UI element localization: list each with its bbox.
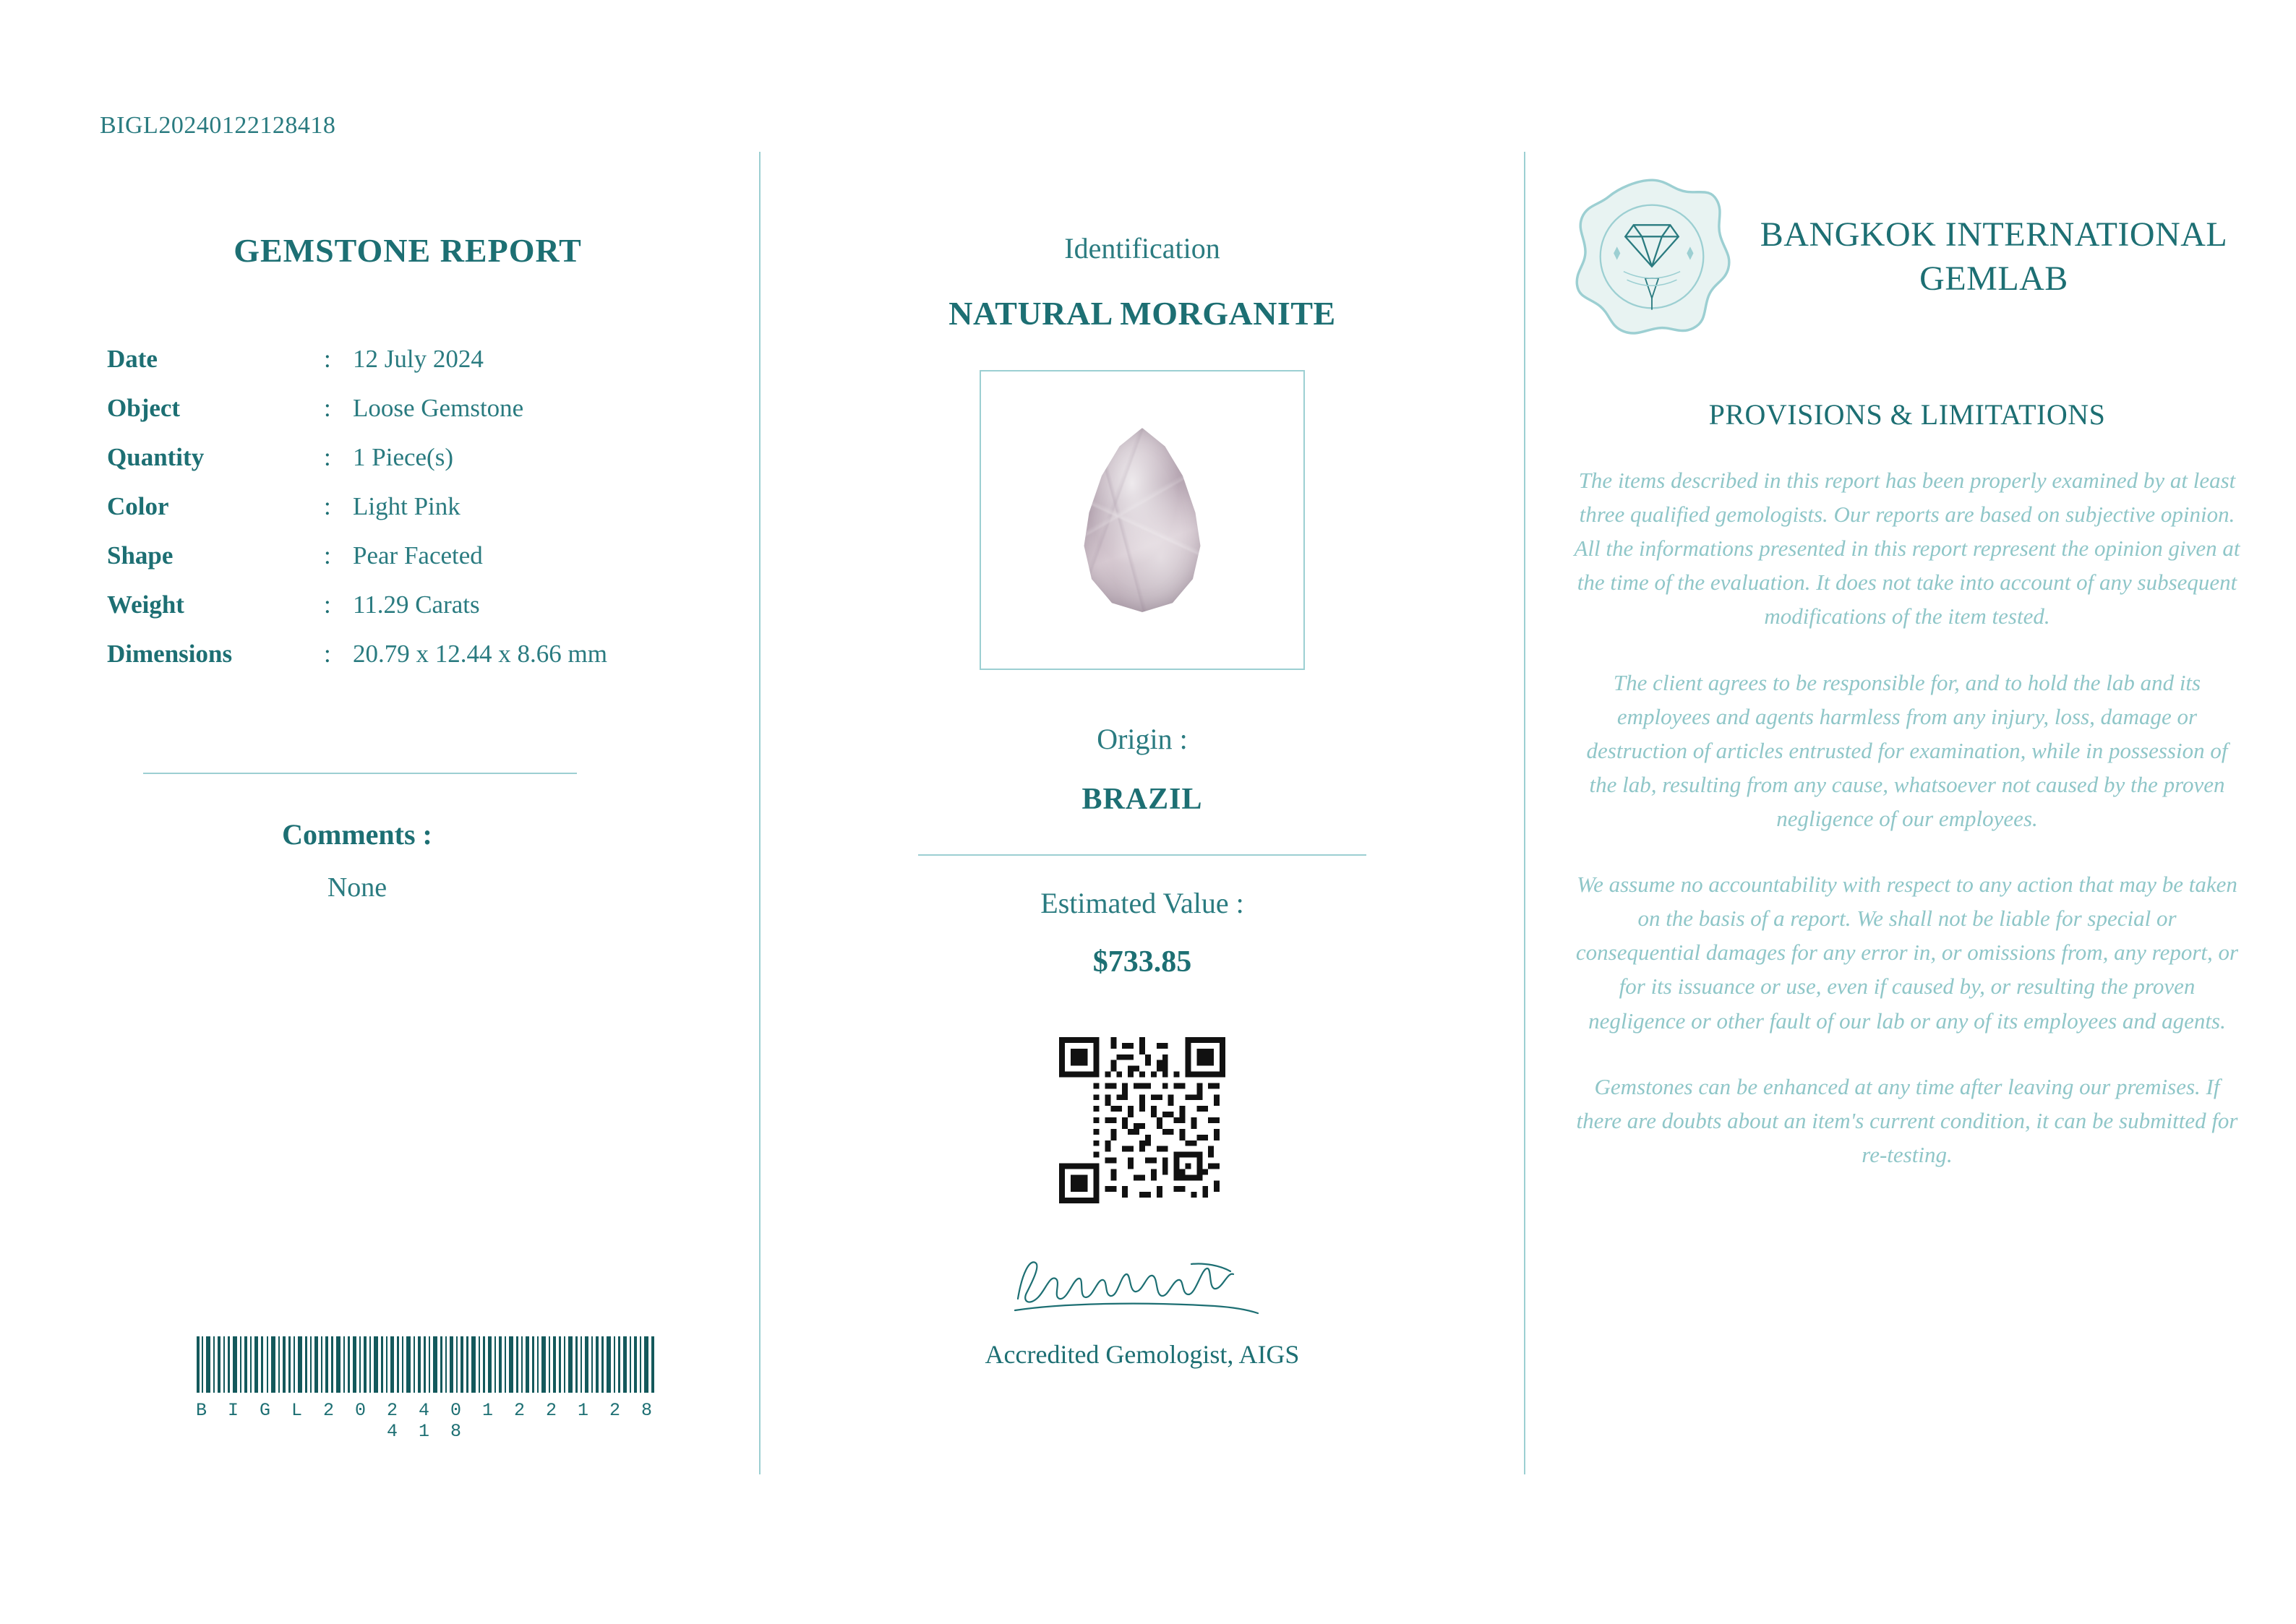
spec-colon: : [324, 640, 331, 668]
spec-colon: : [324, 394, 331, 422]
spec-label: Shape [107, 541, 174, 570]
gemstone-spec-table [107, 335, 607, 679]
spec-label: Object [107, 394, 181, 422]
spec-label: Color [107, 492, 169, 520]
estimated-value-label: Estimated Value : [1040, 887, 1244, 919]
provisions-paragraph: We assume no accountability with respect to any action that may be taken on the basis of a report. We shall not be liable for special or consequential damages for any error in, or omissions from, any report, or for its issuance or use, even if caused by, or resulting the proven negligence or other fault of our lab or any of its employees and agents. [1575, 872, 2239, 1034]
table-row [107, 335, 607, 384]
spec-value: Pear Faceted [353, 541, 483, 570]
spec-label: Weight [107, 590, 184, 619]
report-id: BIGL20240122128418 [100, 112, 336, 139]
provisions-paragraph: Gemstones can be enhanced at any time after leaving our premises. If there are doubts about an item's current condition, it can be submitted for re-testing. [1576, 1073, 2238, 1167]
spec-colon: : [324, 443, 331, 471]
table-row [107, 580, 607, 630]
table-row [107, 384, 607, 433]
spec-colon: : [324, 541, 331, 570]
spec-value: 11.29 Carats [353, 590, 480, 619]
table-row [107, 630, 607, 679]
divider [918, 854, 1366, 856]
provisions-paragraph: The items described in this report has been properly examined by at least three qualified gemologists. Our reports are based on subjective opinion. All the informations presented in this report represent the opinion given at the time of the evaluation. It does not take into account of any subsequent modifications of the item tested. [1574, 468, 2240, 630]
divider [143, 773, 577, 774]
spec-colon: : [324, 345, 331, 373]
right-column [1525, 152, 2296, 1474]
provisions-paragraph: The client agrees to be responsible for, and to hold the lab and its employees and agents harmless from any injury, loss, damage or destruction of articles entrusted for examination, while in possession of the lab, resulting from any cause, whatsoever not caused by the proven negligence of our employees. [1586, 669, 2228, 831]
origin-value: BRAZIL [1081, 783, 1203, 816]
page-title: GEMSTONE REPORT [234, 232, 582, 269]
middle-column [759, 152, 1525, 1474]
left-column [0, 152, 759, 1474]
table-row [107, 433, 607, 482]
barcode [195, 1336, 658, 1442]
qr-code-icon [1059, 1037, 1225, 1203]
origin-label: Origin : [1097, 723, 1188, 755]
spec-label: Quantity [107, 443, 205, 471]
logo-svg [1569, 173, 1735, 340]
barcode-text: B I G L 2 0 2 4 0 1 2 2 1 2 8 4 1 8 [195, 1400, 658, 1442]
gemlab-logo-icon [1569, 173, 1735, 340]
comments-label: Comments : [282, 818, 432, 851]
report-columns [0, 152, 2296, 1474]
signature [998, 1247, 1287, 1326]
brand-title: BANGKOK INTERNATIONAL GEMLAB [1760, 215, 2228, 298]
brand-header [1569, 173, 2245, 340]
spec-value: 20.79 x 12.44 x 8.66 mm [353, 640, 607, 668]
identification-label: Identification [1064, 232, 1220, 265]
spec-label: Dimensions [107, 640, 233, 668]
identification-value: NATURAL MORGANITE [948, 295, 1336, 332]
spec-label: Date [107, 345, 158, 373]
comments-value: None [327, 872, 387, 903]
table-row [107, 482, 607, 531]
signature-icon [998, 1247, 1287, 1326]
gemologist-line: Accredited Gemologist, AIGS [985, 1340, 1300, 1369]
qr-code[interactable] [1059, 1037, 1225, 1203]
gem-image-frame [980, 370, 1305, 670]
spec-colon: : [324, 492, 331, 520]
spec-colon: : [324, 590, 331, 619]
gem-facets [1079, 428, 1206, 612]
barcode-icon [195, 1336, 658, 1393]
provisions-title: PROVISIONS & LIMITATIONS [1708, 398, 2106, 431]
spec-value: Loose Gemstone [353, 394, 524, 422]
spec-value: 12 July 2024 [353, 345, 484, 373]
gemstone-image [1079, 428, 1206, 612]
spec-value: 1 Piece(s) [353, 443, 453, 471]
estimated-value-amount: $733.85 [1092, 945, 1192, 979]
spec-value: Light Pink [353, 492, 461, 520]
table-row [107, 531, 607, 580]
